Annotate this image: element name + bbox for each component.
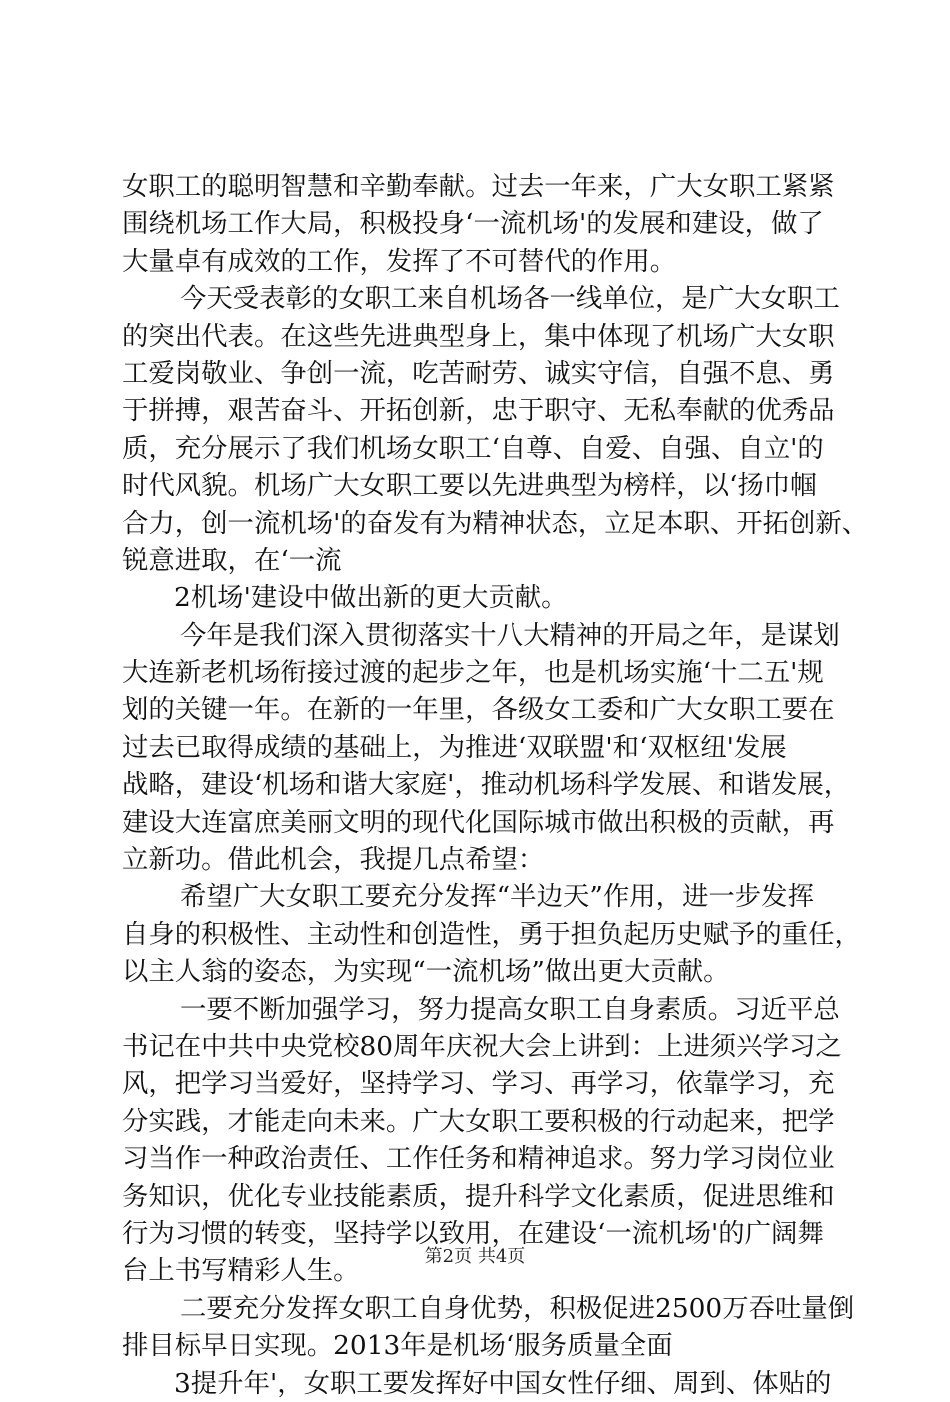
text-line: 务知识，优化专业技能素质，提升科学文化素质，促进思维和 xyxy=(122,1180,835,1212)
text-line: 行为习惯的转变，坚持学以致用，在建设‘一流机场'的广阔舞 xyxy=(122,1217,824,1249)
body-text xyxy=(122,168,869,1402)
text-line: 一要不断加强学习，努力提高女职工自身素质。习近平总 xyxy=(180,993,840,1025)
text-line: 习当作一种政治责任、工作任务和精神追求。努力学习岗位业 xyxy=(122,1143,835,1175)
text-line: 立新功。借此机会，我提几点希望： xyxy=(122,844,545,876)
text-line: 书记在中共中央党校80周年庆祝大会上讲到：上进须兴学习之 xyxy=(122,1030,842,1062)
text-line: 质，充分展示了我们机场女职工‘自尊、自爱、自强、自立'的 xyxy=(122,432,824,464)
text-line: 希望广大女职工要充分发挥“半边天”作用，进一步发挥 xyxy=(180,881,814,913)
text-line: 战略，建设‘机场和谐大家庭'，推动机场科学发展、和谐发展， xyxy=(122,769,851,801)
text-line: 合力，创一流机场'的奋发有为精神状态，立足本职、开拓创新、 xyxy=(122,507,869,539)
text-line: 划的关键一年。在新的一年里，各级女工委和广大女职工要在 xyxy=(122,694,835,726)
text-line: 建设大连富庶美丽文明的现代化国际城市做出积极的贡献，再 xyxy=(122,806,835,838)
text-line: 于拼搏，艰苦奋斗、开拓创新，忠于职守、无私奉献的优秀品 xyxy=(122,395,835,427)
text-line: 大量卓有成效的工作，发挥了不可替代的作用。 xyxy=(122,245,677,277)
page-footer: 第2页 共4页 xyxy=(424,1246,526,1267)
text-line: 排目标早日实现。2013年是机场‘服务质量全面 xyxy=(122,1330,673,1362)
text-line: 围绕机场工作大局，积极投身‘一流机场'的发展和建设，做了 xyxy=(122,208,824,240)
text-line: 大连新老机场衔接过渡的起步之年，也是机场实施‘十二五'规 xyxy=(122,657,824,689)
text-line: 女职工的聪明智慧和辛勤奉献。过去一年来，广大女职工紧紧 xyxy=(122,171,835,202)
text-line: 工爱岗敬业、争创一流，吃苦耐劳、诚实守信，自强不息、勇 xyxy=(122,357,835,389)
text-line: 自身的积极性、主动性和创造性，勇于担负起历史赋予的重任， xyxy=(122,918,861,950)
text-line: 今年是我们深入贯彻落实十八大精神的开局之年，是谋划 xyxy=(180,619,840,651)
text-line: 台上书写精彩人生。 xyxy=(122,1255,360,1287)
text-line: 2机场'建设中做出新的更大贡献。 xyxy=(174,582,568,614)
text-line: 二要充分发挥女职工自身优势，积极促进2500万吞吐量倒 xyxy=(180,1292,855,1324)
text-line: 以主人翁的姿态，为实现“一流机场”做出更大贡献。 xyxy=(122,956,730,988)
text-line: 今天受表彰的女职工来自机场各一线单位，是广大女职工 xyxy=(180,283,840,315)
text-line: 锐意进取，在‘一流 xyxy=(122,544,342,576)
text-line: 的突出代表。在这些先进典型身上，集中体现了机场广大女职 xyxy=(122,320,835,352)
text-line: 风，把学习当爱好，坚持学习、学习、再学习，依靠学习，充 xyxy=(122,1068,835,1100)
text-line: 时代风貌。机场广大女职工要以先进典型为榜样，以‘扬巾帼 xyxy=(122,470,817,502)
text-line: 过去已取得成绩的基础上，为推进‘双联盟'和‘双枢纽'发展 xyxy=(122,731,787,763)
text-line: 分实践，才能走向未来。广大女职工要积极的行动起来，把学 xyxy=(122,1105,835,1137)
text-line: 3提升年'，女职工要发挥好中国女性仔细、周到、体贴的 xyxy=(174,1367,832,1399)
